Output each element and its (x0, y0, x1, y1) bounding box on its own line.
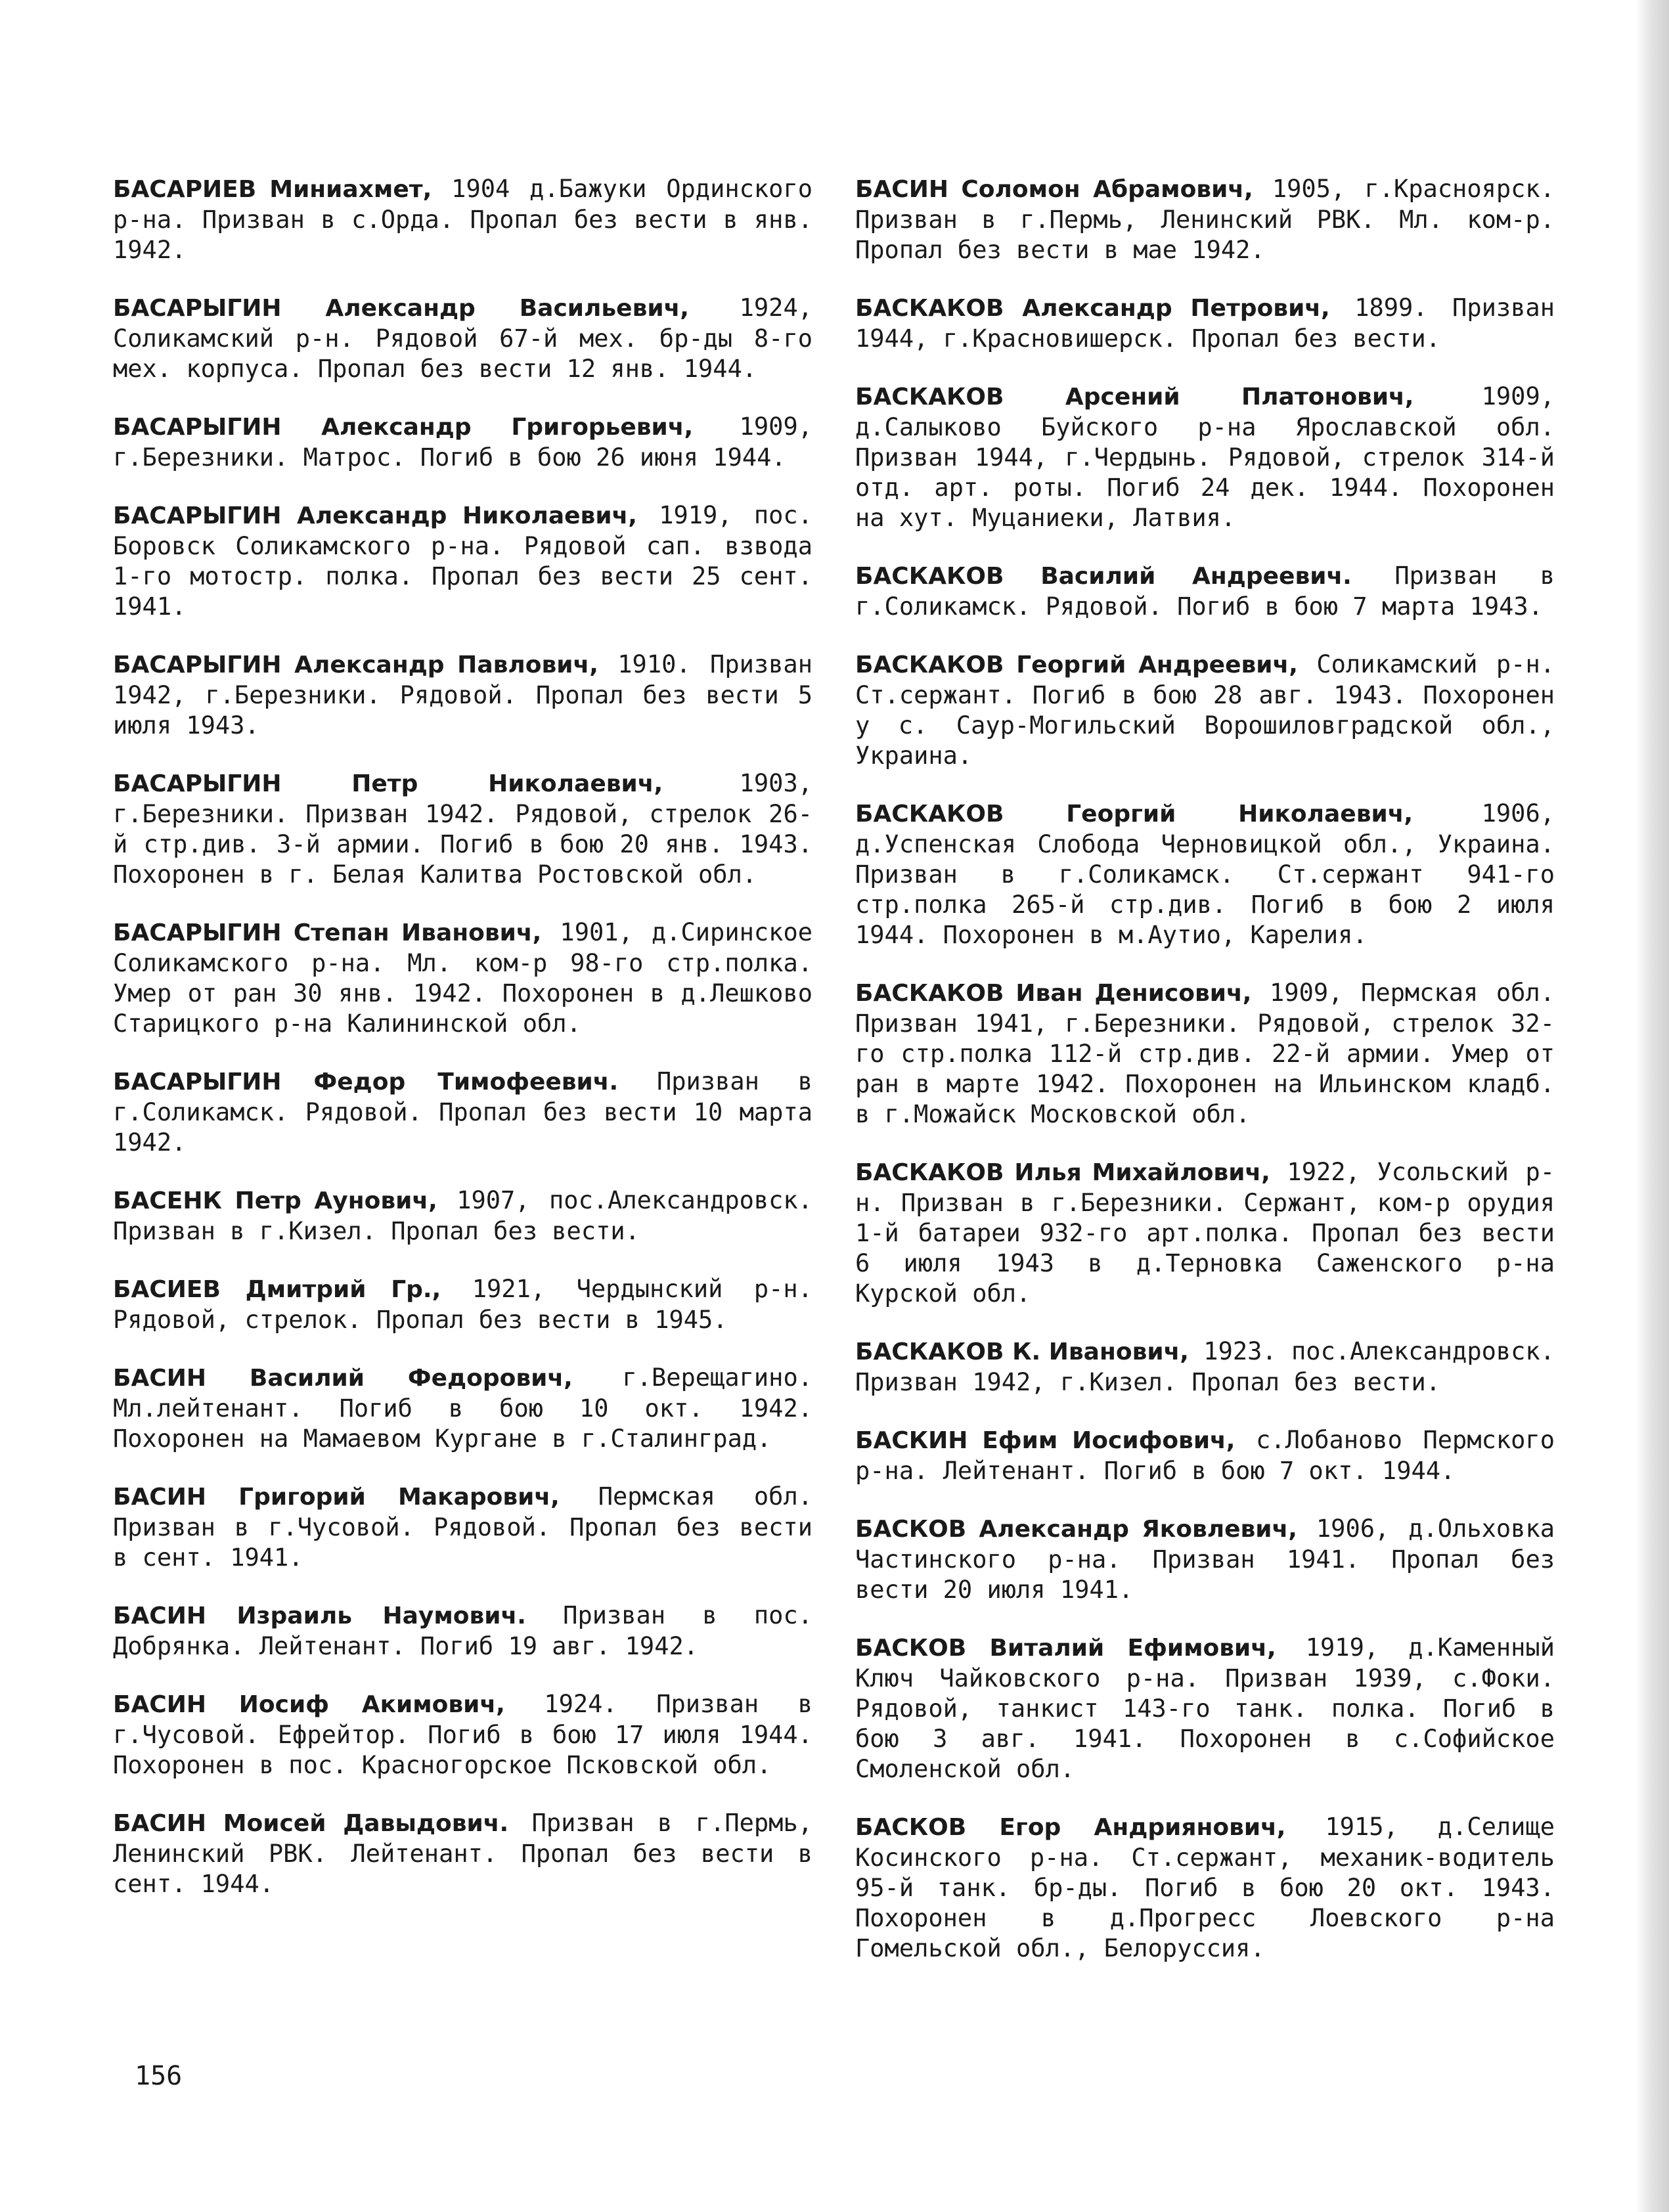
entry-name: БАСКАКОВ Александр Петрович, (855, 295, 1330, 322)
entry-text: Призван в пос. Добрянка. Лейтенант. Погиб 19 авг. 1942. (113, 1601, 813, 1660)
entry-text: 1924. Призван в г.Чусовой. Ефрейтор. Погиб в бою 17 июля 1944. Похоронен в пос. Красногорское Псковской обл. (113, 1690, 812, 1779)
entry (855, 293, 1555, 354)
entry (113, 1808, 812, 1899)
entry-name: БАСКИН Ефим Иосифович, (855, 1427, 1235, 1454)
entry-name: БАСКОВ Егор Андриянович, (855, 1814, 1286, 1841)
entry (855, 561, 1555, 622)
entry (113, 918, 812, 1039)
entry-name: БАСАРЫГИН Петр Николаевич, (113, 770, 663, 797)
entry-text: 1919, пос. Боровск Соликамского р-на. Рядовой сап. взвода 1-го мотостр. полка. Пропал без вести 25 сент. 1941. (113, 501, 812, 621)
entry-text: 1906, д.Успенская Слобода Черновицкой обл., Украина. Призван в г.Соликамск. Ст.сержант 941-го стр.полка 265-й стр.див. Погиб в бою 2 июля 1944. Похоронен в м.Аутио, Карелия. (855, 799, 1555, 949)
entry (855, 1514, 1555, 1605)
entry (113, 1067, 812, 1158)
entry (855, 978, 1555, 1130)
entry-text: 1909, д.Салыково Буйского р-на Ярославской обл. Призван 1944, г.Чердынь. Рядовой, стрелок 314-й отд. арт. роты. Погиб 24 дек. 1944. Похоронен на хут. Муцаниеки, Латвия. (855, 382, 1555, 532)
entry (855, 1337, 1555, 1398)
entry-text: с.Лобаново Пермского р-на. Лейтенант. Погиб в бою 7 окт. 1944. (855, 1426, 1555, 1485)
entry (855, 382, 1555, 533)
entry-text: Призван в г.Соликамск. Рядовой. Пропал без вести 10 марта 1942. (113, 1067, 812, 1157)
entry (855, 1812, 1555, 1964)
entry-name: БАСИН Василий Федорович, (113, 1365, 573, 1392)
entry-name: БАСАРЫГИН Александр Николаевич, (113, 502, 637, 529)
entry (855, 1425, 1555, 1486)
entry-name: БАСАРЫГИН Александр Григорьевич, (113, 414, 694, 441)
entry-name: БАСИН Соломон Абрамович, (855, 176, 1253, 203)
entry-text: 1904 д.Бажуки Ординского р-на. Призван в с.Орда. Пропал без вести в янв. 1942. (113, 175, 813, 264)
entry-name: БАСКАКОВ К. Иванович, (855, 1338, 1189, 1365)
entry-text: 1923. пос.Александровск. Призван 1942, г.Кизел. Пропал без вести. (855, 1337, 1555, 1396)
entry (113, 1689, 812, 1781)
entry-text: Призван в г.Соликамск. Рядовой. Погиб в бою 7 марта 1943. (855, 562, 1555, 621)
entry-name: БАСКОВ Александр Яковлевич, (855, 1516, 1297, 1543)
page-number: 156 (135, 2061, 183, 2091)
right-column (855, 174, 1555, 1991)
entry-name: БАСАРИЕВ Миниахмет, (113, 176, 432, 203)
entry-text: 1915, д.Селище Косинского р-на. Ст.сержант, механик-водитель 95-й танк. бр-ды. Погиб в бою 20 окт. 1943. Похоронен в д.Прогресс Лоевского р-на Гомельской обл., Белоруссия. (855, 1813, 1555, 1962)
entry-text: 1907, пос.Александровск. Призван в г.Кизел. Пропал без вести. (113, 1186, 812, 1245)
entry (113, 1363, 812, 1454)
entry-name: БАСКАКОВ Арсений Платонович, (855, 384, 1414, 410)
entry-name: БАСКАКОВ Иван Денисович, (855, 980, 1252, 1007)
entry-name: БАСЕНК Петр Аунович, (113, 1187, 437, 1214)
entry (113, 293, 812, 384)
entry (113, 1274, 812, 1335)
entry-name: БАСКАКОВ Георгий Андреевич, (855, 652, 1298, 678)
entry-name: БАСИН Иосиф Акимович, (113, 1691, 505, 1718)
entry-text: 1924, Соликамский р-н. Рядовой 67-й мех. бр-ды 8-го мех. корпуса. Пропал без вести 12 янв. 1944. (113, 294, 813, 383)
entry (113, 1482, 812, 1573)
entry-text: Призван в г.Пермь, Ленинский РВК. Лейтенант. Пропал без вести в сент. 1944. (113, 1809, 812, 1898)
entry-name: БАСИЕВ Дмитрий Гр., (113, 1276, 441, 1303)
entry (113, 768, 812, 890)
entry-name: БАСАРЫГИН Федор Тимофеевич. (113, 1069, 619, 1095)
entry-text: 1921, Чердынский р-н. Рядовой, стрелок. Пропал без вести в 1945. (113, 1275, 812, 1334)
entry (855, 799, 1555, 950)
entry-text: 1903, г.Березники. Призван 1942. Рядовой, стрелок 26-й стр.див. 3-й армии. Погиб в бою 20 янв. 1943. Похоронен в г. Белая Калитва Ростовской обл. (113, 769, 813, 889)
entry-text: 1919, д.Каменный Ключ Чайковского р-на. Призван 1939, с.Фоки. Рядовой, танкист 143-го танк. полка. Погиб в бою 3 авг. 1941. Похоронен в с.Софийское Смоленской обл. (855, 1633, 1555, 1783)
entry-text: Соликамский р-н. Ст.сержант. Погиб в бою 28 авг. 1943. Похоронен у с. Саур-Могильский Ворошиловградской обл., Украина. (855, 650, 1555, 770)
entry (113, 1185, 812, 1247)
entry-name: БАСИН Израиль Наумович. (113, 1603, 526, 1629)
entry-name: БАСАРЫГИН Степан Иванович, (113, 919, 542, 946)
entry (113, 650, 812, 741)
left-column (113, 174, 812, 1927)
entry-name: БАСКАКОВ Георгий Николаевич, (855, 801, 1413, 828)
entry-text: 1899. Призван 1944, г.Красновишерск. Пропал без вести. (855, 294, 1555, 353)
entry-name: БАСАРЫГИН Александр Васильевич, (113, 295, 689, 322)
entry-text: г.Верещагино. Мл.лейтенант. Погиб в бою 10 окт. 1942. Похоронен на Мамаевом Кургане в г.Сталинград. (113, 1363, 812, 1453)
entry-name: БАСАРЫГИН Александр Павлович, (113, 652, 598, 678)
entry-name: БАСИН Моисей Давыдович. (113, 1810, 509, 1837)
entry-text: 1901, д.Сиринское Соликамского р-на. Мл. ком-р 98-го стр.полка. Умер от ран 30 янв. 1942. Похоронен в д.Лешково Старицкого р-на Калининской обл. (113, 918, 812, 1038)
entry-name: БАСИН Григорий Макарович, (113, 1484, 560, 1511)
entry (113, 174, 812, 265)
entry-name: БАСКОВ Виталий Ефимович, (855, 1635, 1276, 1662)
entry (113, 1601, 812, 1662)
entry-text: 1905, г.Красноярск. Призван в г.Пермь, Ленинский РВК. Мл. ком-р. Пропал без вести в мае 1942. (855, 175, 1555, 264)
entry (113, 500, 812, 622)
entry-text: 1909, г.Березники. Матрос. Погиб в бою 26 июня 1944. (113, 412, 812, 472)
entry (855, 1633, 1555, 1784)
entry-name: БАСКАКОВ Илья Михайлович, (855, 1159, 1270, 1186)
entry-text: Пермская обл. Призван в г.Чусовой. Рядовой. Пропал без вести в сент. 1941. (113, 1482, 812, 1572)
entry (855, 650, 1555, 771)
page-edge-shadow (1636, 0, 1669, 2212)
entry-text: 1910. Призван 1942, г.Березники. Рядовой. Пропал без вести 5 июля 1943. (113, 650, 812, 740)
entry-name: БАСКАКОВ Василий Андреевич. (855, 563, 1352, 590)
entry (855, 1157, 1555, 1309)
entry-text: 1906, д.Ольховка Частинского р-на. Призван 1941. Пропал без вести 20 июля 1941. (855, 1515, 1555, 1604)
entry (855, 174, 1555, 265)
entry-text: 1909, Пермская обл. Призван 1941, г.Березники. Рядовой, стрелок 32-го стр.полка 112-й стр.див. 22-й армии. Умер от ран в марте 1942. Похоронен на Ильинском кладб. в г.Можайск Московской обл. (855, 979, 1555, 1128)
entry-text: 1922, Усольский р-н. Призван в г.Березники. Сержант, ком-р орудия 1-й батареи 932-го арт.полка. Пропал без вести 6 июля 1943 в д.Терновка Саженского р-на Курской обл. (855, 1158, 1555, 1308)
entry (113, 412, 812, 473)
